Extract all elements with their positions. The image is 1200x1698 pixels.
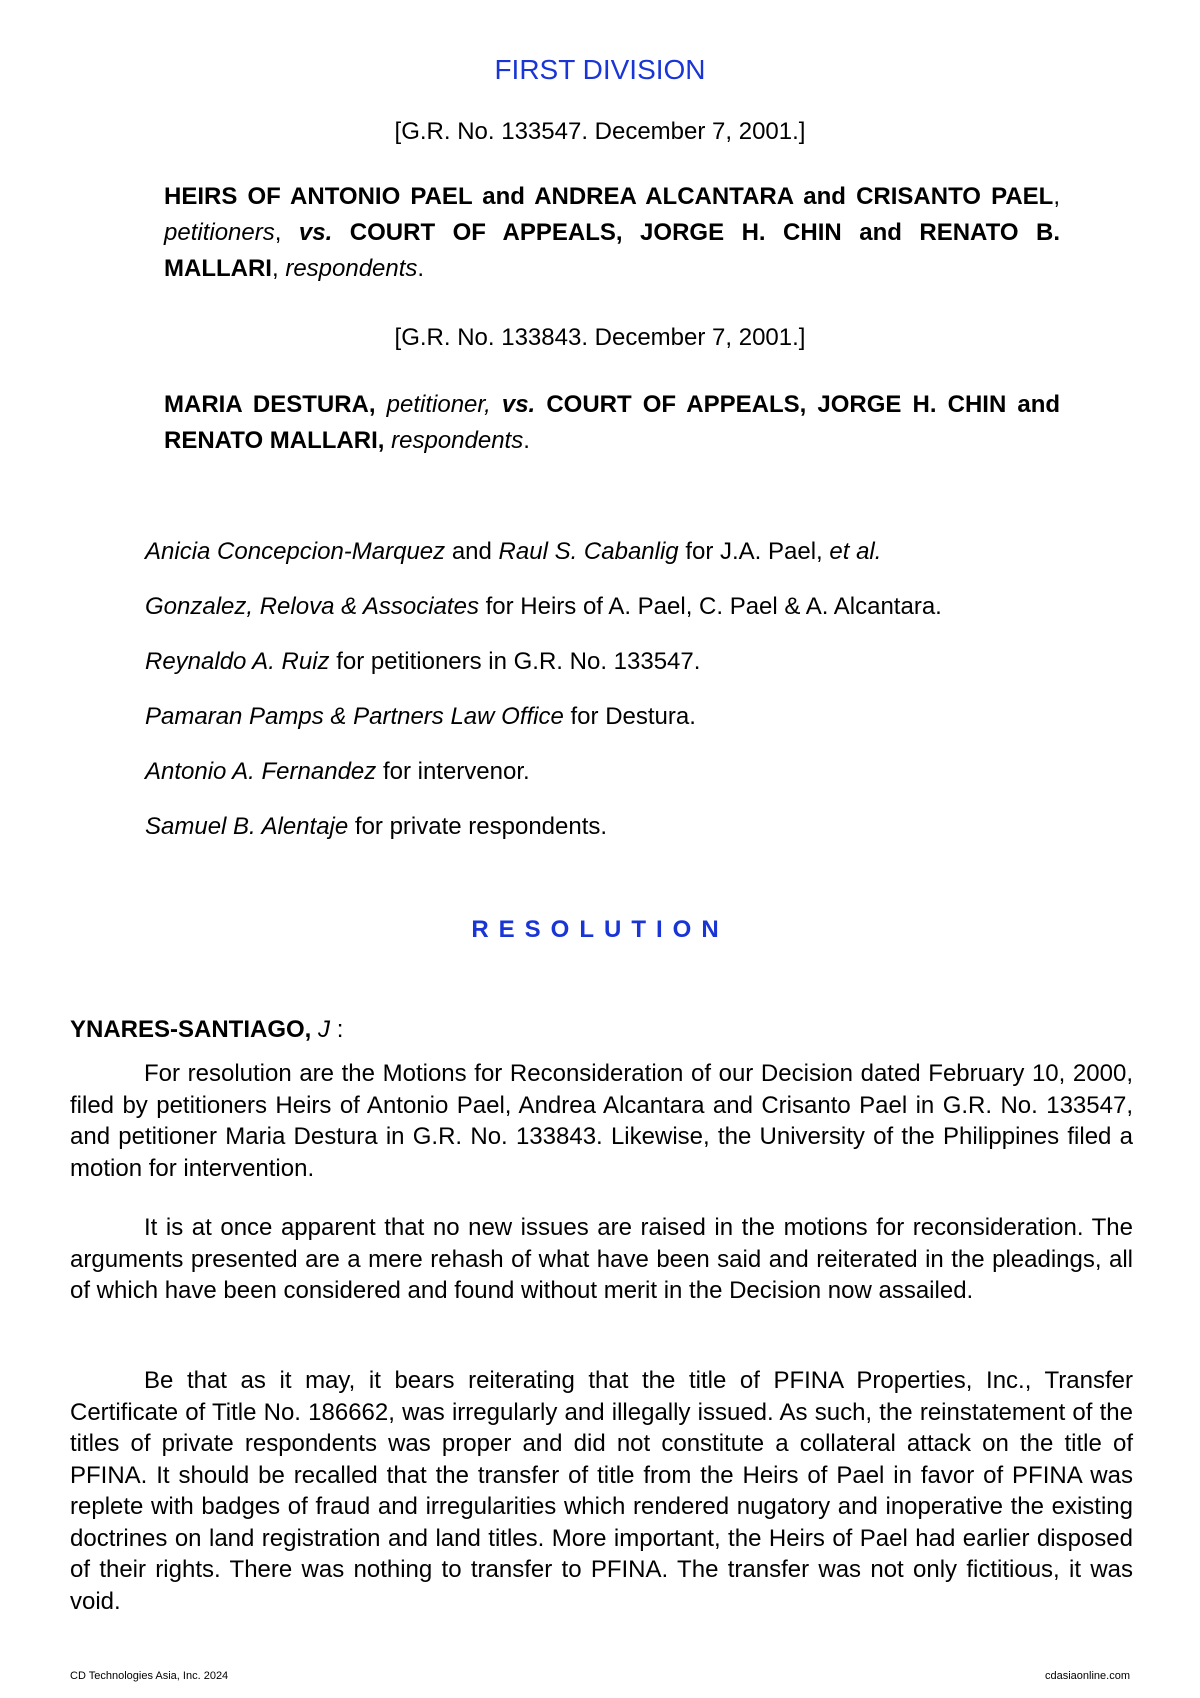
case2-petitioner: MARIA DESTURA, xyxy=(164,391,376,418)
body-paragraph: For resolution are the Motions for Reconsideration of our Decision dated February 10, 2000, filed by petitioners Heirs of Antonio Pael, Andrea Alcantara and Crisanto Pael in G.R. No. 133547, and petitioner Maria Destura in G.R. No. 133843. Likewise, the University of the Philippines filed a motion for intervention. xyxy=(70,1060,1133,1182)
body-paragraph: It is at once apparent that no new issues are raised in the motions for reconsideration. The arguments presented are a mere rehash of what have been said and reiterated in the pleadings, all of which have been considered and found without merit in the Decision now assailed. xyxy=(70,1214,1133,1304)
counsel-name: Samuel B. Alentaje xyxy=(145,813,349,840)
counsel-for: for intervenor. xyxy=(382,758,530,785)
counsel-line xyxy=(145,811,1145,843)
case2-respondents-role: respondents xyxy=(391,427,524,454)
case2-caption: MARIA DESTURA, petitioner, vs. COURT OF APPEALS, JORGE H. CHIN and RENATO MALLARI, respondents. xyxy=(164,391,1061,454)
counsel-for: for Heirs of A. Pael, C. Pael & A. Alcantara. xyxy=(485,593,942,620)
case1-petitioners-role: petitioners xyxy=(164,219,275,246)
body-paragraph: Be that as it may, it bears reiterating that the title of PFINA Properties, Inc., Transfer Certificate of Title No. 186662, was irregularly and illegally issued. As such, the reinstatement of the titles of private respondents was proper and did not constitute a collateral attack on the title of PFINA. It should be recalled that the transfer of title from the Heirs of Pael in favor of PFINA was replete with badges of fraud and irregularities which rendered nugatory and inoperative the existing doctrines on land registration and land titles. More important, the Heirs of Pael had earlier disposed of their rights. There was nothing to transfer to PFINA. The transfer was not only fictitious, it was void. xyxy=(70,1367,1133,1615)
case1-vs: vs. xyxy=(298,219,333,246)
counsel-for: for J.A. Pael, xyxy=(685,538,823,565)
ponente xyxy=(70,1014,343,1046)
case2-vs: vs. xyxy=(501,391,536,418)
counsel-line xyxy=(145,701,1145,733)
division-heading: FIRST DIVISION xyxy=(494,54,706,85)
counsel-name: Anicia Concepcion-Marquez xyxy=(145,538,446,565)
case1-caption: HEIRS OF ANTONIO PAEL and ANDREA ALCANTARA and CRISANTO PAEL, petitioners, vs. COURT OF APPEALS, JORGE H. CHIN and RENATO B. MALLARI, respondents. xyxy=(164,183,1060,282)
ponente-name: YNARES-SANTIAGO, xyxy=(70,1016,312,1043)
counsel-line xyxy=(145,646,1145,678)
counsel-name: Pamaran Pamps & Partners Law Office xyxy=(145,703,564,730)
counsel-line xyxy=(145,756,1145,788)
counsel-connector: and xyxy=(451,538,492,565)
case2-respondents: COURT OF APPEALS, JORGE H. CHIN and RENATO MALLARI, xyxy=(164,391,1061,454)
counsel-name: Raul S. Cabanlig xyxy=(498,538,679,565)
counsel-for: for petitioners in G.R. No. 133547. xyxy=(336,648,701,675)
case2-grno: [G.R. No. 133843. December 7, 2001.] xyxy=(394,324,806,351)
counsel-line xyxy=(145,536,1145,568)
case1-grno: [G.R. No. 133547. December 7, 2001.] xyxy=(394,118,806,145)
counsel-for: for Destura. xyxy=(570,703,696,730)
counsel-name: Antonio A. Fernandez xyxy=(145,758,377,785)
case1-respondents: COURT OF APPEALS, JORGE H. CHIN and RENATO B. MALLARI xyxy=(164,219,1060,282)
case1-respondents-role: respondents xyxy=(285,255,418,282)
counsel-line xyxy=(145,591,1145,623)
case2-petitioner-role: petitioner, xyxy=(386,391,491,418)
ponente-title: J xyxy=(318,1016,331,1043)
counsel-for: for private respondents. xyxy=(354,813,608,840)
footer-copyright: CD Technologies Asia, Inc. 2024 xyxy=(70,1670,229,1682)
resolution-heading: RESOLUTION xyxy=(471,916,729,943)
case1-petitioners: HEIRS OF ANTONIO PAEL and ANDREA ALCANTARA and CRISANTO PAEL xyxy=(164,183,1054,210)
footer-site: cdasiaonline.com xyxy=(1045,1670,1130,1682)
counsel-tail: et al. xyxy=(829,538,882,565)
counsel-name: Reynaldo A. Ruiz xyxy=(145,648,330,675)
ponente-colon: : xyxy=(336,1016,344,1043)
counsel-name: Gonzalez, Relova & Associates xyxy=(145,593,479,620)
